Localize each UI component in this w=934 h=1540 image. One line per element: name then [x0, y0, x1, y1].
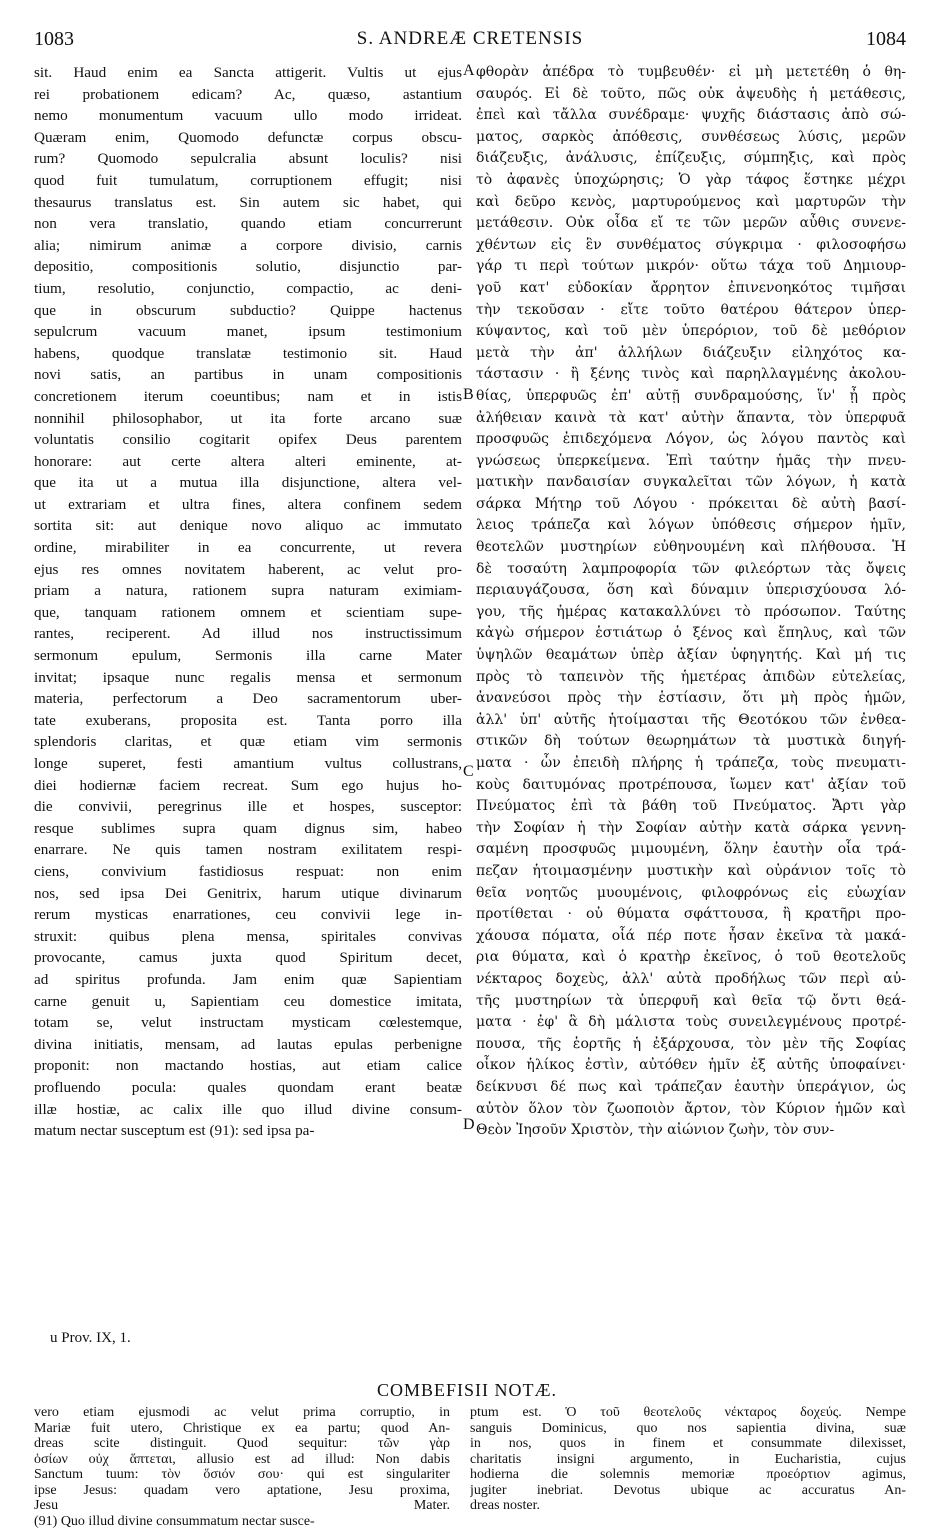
latin-text-line: enarrare. Ne quis tamen nostram exilitatem respi-: [34, 841, 462, 859]
greek-text-line: τῆς μυστηρίων τὰ ὑπερφυῆ καὶ θεῖα τῷ ὄντι θεά-: [476, 992, 906, 1009]
greek-text-line: περιαυγάζουσα, ὅση καὶ δύναμιν ὑπερισχύουσα λό-: [476, 582, 906, 599]
greek-text-line: ἐπεὶ καὶ τἄλλα συνέδραμε· ψυχῆς διάστασις ἀπὸ σώ-: [476, 107, 906, 124]
latin-text-line: tium, resolutio, conjunctio, compactio, ac deni-: [34, 279, 462, 297]
latin-text-line: thesaurus translatus est. Sin autem sic habet, qui: [34, 193, 462, 211]
latin-text-line: resque sublimes supra quam dignus sim, habeo: [34, 819, 462, 837]
greek-text-line: τὴν Σοφίαν ἡ τὴν Σοφίαν αὐτὴν κατὰ σάρκα γεννη-: [476, 819, 906, 836]
greek-text-line: Πνεύματος ἐπὶ τὰ βάθη τοῦ Πνεύματος. Ἄρτι γὰρ: [476, 798, 906, 815]
greek-text-line: διάζευξις, ἀνάλυσις, ἐπίζευξις, σύμπηξις, καὶ πρὸς: [476, 150, 906, 167]
latin-text-line: diei hodiernæ faciem recreat. Sum ego hujus ho-: [34, 776, 462, 794]
greek-text-line: αὐτὸν ὅλον τὸν ζωοποιὸν ἄρτον, τὸν Κύριον ἡμῶν καὶ: [476, 1100, 906, 1117]
latin-text-line: struxit: quibus plena mensa, spiritales convivas: [34, 927, 462, 945]
note-text-line: dreas scite distinguit. Quod sequitur: τῶν γὰρ: [34, 1436, 450, 1451]
note-text-line: sanguis Dominicus, quo nos sapientia divina, suæ: [470, 1420, 906, 1436]
greek-text-line: ρια θύματα, καὶ ὁ κρατὴρ ἐκεῖνος, ὁ τοῦ θεοτελοῦς: [476, 949, 906, 966]
latin-text-line: splendoris claritas, et quæ etiam vim sermonis: [34, 733, 462, 751]
section-marker-c: C: [463, 763, 474, 780]
latin-text-line: sermonum epulum, Sermonis illa carne Mater: [34, 647, 462, 665]
greek-text-line: θίας, ὑπερφυῶς ἐπ' αὐτῇ συνδραμούσης, ἵν' ᾖ πρὸς: [476, 387, 906, 404]
latin-text-line: rum? Quomodo sepulcralia absunt loculis? nisi: [34, 150, 462, 168]
notes-left-column: [34, 1405, 450, 1529]
greek-text-line: ματα · ἐφ' ἃ δὴ μάλιστα τοὺς συνειλεγμένους προτρέ-: [476, 1014, 906, 1031]
greek-text-line: δὲ τοσαύτη λαμπροφορία τῶν φιλεόρτων τὰς ὄψεις: [476, 560, 906, 577]
greek-text-line: καὶ δεῦρο κενὸς, μαρτυρούμενος καὶ μαρτυρῶν τὴν: [476, 193, 906, 210]
note-text-line: jugiter inebriat. Devotus ubique ac accuratus An-: [470, 1482, 906, 1498]
latin-text-line: sortita sit: aut denique novo aliquo ac immutato: [34, 517, 462, 535]
note-text-line: (91) Quo illud divine consummatum nectar susce-: [34, 1513, 315, 1529]
greek-text-line: οἶκον ἡλίκος ἐστὶν, αὐτόθεν ἡμῖν ἐξ αὐτῆς ὑποφαίνει·: [476, 1057, 906, 1074]
greek-text-line: χθέντων εἰς ἓν συνθέματος σύγκριμα · φιλοσοφήσω: [476, 236, 906, 253]
latin-text-line: nos, sed ipsa Dei Genitrix, harum utique divinarum: [34, 884, 462, 902]
latin-text-line: quod fuit tumulatum, corruptionem effugit; nisi: [34, 171, 462, 189]
latin-text-line: alia; nimirum animæ a corpore divisio, carnis: [34, 236, 462, 254]
latin-text-line: novi satis, an partibus in unam compositionis: [34, 366, 462, 384]
latin-text-line: Quæram enim, Quomodo defunctæ corpus obscu-: [34, 128, 462, 146]
greek-text-line: σαμένη προσφυῶς μιμουμένη, ὅλην ἑαυτὴν οἷα τρά-: [476, 841, 906, 858]
greek-text-line: ματα · ὧν ἐπειδὴ πλήρης ἡ τράπεζα, τοὺς πνευματι-: [476, 755, 906, 771]
latin-text-line: depositio, compositionis solutio, disjunctio par-: [34, 258, 462, 276]
greek-text-line: τάστασιν · ἢ ξένης τινὸς καὶ παρηλλαγμένης ἀκολου-: [476, 366, 906, 383]
latin-text-line: nemo monumentum vacuum ullo modo irrideat.: [34, 107, 462, 125]
greek-text-line: θεῖα νοητῶς μυουμένοις, φιλοφρόνως εἰς εὐωχίαν: [476, 884, 906, 901]
greek-text-line: γάρ τι περὶ τούτων μικρόν· οὕτω τάχα τοῦ Δημιουρ-: [476, 258, 906, 275]
latin-text-line: sit. Haud enim ea Sancta attigerit. Vultis ut ejus: [34, 64, 462, 81]
latin-text-line: ciens, convivium fastidiosus respuat: non enim: [34, 862, 462, 880]
greek-text-line: τὸ ἀφανὲς ὑποχώρησις; Ὁ γὰρ τάφος ἕστηκε μέχρι: [476, 171, 906, 188]
latin-text-line: ordine, mirabiliter in ea concurrente, ut revera: [34, 539, 462, 557]
latin-text-line: voluntatis consilio cogitarit opifex Deus parentem: [34, 431, 462, 449]
latin-text-line: proponit: non mactando hostias, aut etiam calice: [34, 1057, 462, 1075]
greek-text-line: κἀγὼ σήμερον ἑστιάτωρ ὁ ξένος καὶ ἔπηλυς, καὶ τῶν: [476, 625, 906, 642]
greek-text-line: δείκνυσι δέ πως καὶ τράπεζαν ἑαυτὴν ὑπεράγιον, ὡς: [476, 1078, 906, 1095]
note-text-line: Sanctum tuum: τὸν ὅσιόν σου· qui est singulariter: [34, 1467, 450, 1482]
latin-column: [34, 62, 462, 1142]
latin-text-line: divina initiatis, mensam, ad lautas epulas perbenigne: [34, 1035, 462, 1053]
greek-text-line: ἀλήθειαν καινὰ τὰ κατ' αὐτὴν ἅπαντα, τὸν ὑπερφυᾶ: [476, 409, 906, 426]
greek-text-line: ματος, σαρκὸς ἀπόθεσις, συνθέσεως λύσις, μερῶν: [476, 128, 906, 145]
note-text-line: vero etiam ejusmodi ac velut prima corruptio, in: [34, 1405, 450, 1420]
latin-text-line: matum nectar susceptum est (91): sed ipsa pa-: [34, 1122, 315, 1140]
note-text-line: ὁσίων οὐχ ἅπτεται, allusio est ad illud: Non dabis: [34, 1451, 450, 1467]
greek-text-line: σάρκα Μήτηρ τοῦ Λόγου · πρόκειται δὲ αὐτὴ βασί-: [476, 495, 906, 512]
note-text-line: in nos, quos in finem et consummate dilexisset,: [470, 1436, 906, 1451]
note-text-line: ipse Jesus: quadam vero aptatione, Jesu proxima,: [34, 1482, 450, 1498]
greek-text-line: τὴν τεκοῦσαν · εἴτε τοῦτο θατέρου θάτερον ὑπερ-: [476, 301, 906, 318]
greek-text-line: Θεὸν Ἰησοῦν Χριστὸν, τὴν αἰώνιον ζωὴν, τὸν συν-: [476, 1122, 835, 1139]
latin-text-line: sepulcrum vacuum manet, ipsum testimonium: [34, 323, 462, 341]
greek-text-line: προσφυῶς ἐπιδεχόμενα Λόγον, ὡς λόγου παντὸς καὶ: [476, 431, 906, 448]
running-title: S. ANDREÆ CRETENSIS: [356, 28, 584, 49]
latin-text-line: priam a natura, rationem supra naturam eximiam-: [34, 582, 462, 600]
greek-text-line: πουσα, τῆς ἑορτῆς ἡ ἐξάρχουσα, τὸν μὲν τῆς Σοφίας: [476, 1035, 906, 1052]
latin-text-line: tate exuberans, proposita est. Tanta porro illa: [34, 711, 462, 729]
latin-text-line: que, tanquam rationem omnem et scientiam supe-: [34, 603, 462, 621]
latin-text-line: concretionem iterum coeuntibus; nam et in istis: [34, 387, 462, 405]
latin-text-line: longe superet, festi amantium vultus collustrans,: [34, 755, 462, 772]
latin-text-line: habens, quodque translatæ testimonio sit. Haud: [34, 344, 462, 362]
greek-text-line: γνώσεως ὑπερκείμενα. Ἐπὶ ταύτην ἡμᾶς τὴν πνευ-: [476, 452, 906, 469]
greek-text-line: μετὰ τὴν ἀπ' ἀλλήλων διάζευξιν εἰληχότος κα-: [476, 344, 906, 361]
section-marker-a: A: [463, 62, 475, 79]
greek-text-line: ἀνανεύσοι πρὸς τὴν ἑστίασιν, ὅτι μὴ πρὸς ἡμῶν,: [476, 690, 906, 707]
latin-text-line: non vera translatio, quando etiam concurrerunt: [34, 215, 462, 233]
greek-text-line: γου, τῆς ἡμέρας κατακαλλύνει τὸ πρόσωπον. Ταύτης: [476, 603, 906, 620]
latin-text-line: ut extrariam et ultra fines, altera confinem sedem: [34, 495, 462, 513]
latin-text-line: profluendo pocula: quales quondam erant beatæ: [34, 1078, 462, 1096]
latin-text-line: honorare: aut certe altera alteri eminente, at-: [34, 452, 462, 470]
latin-text-line: totam se, velut instructam mysticam cœlestemque,: [34, 1014, 462, 1032]
latin-text-line: ejus res omnes novitatem haberent, ac velut pro-: [34, 560, 462, 578]
greek-text-line: λειος τράπεζα καὶ λόγων ὑπόθεσις σήμερον ἡμῖν,: [476, 517, 906, 534]
latin-text-line: rei probationem edicam? Ac, quæso, astantium: [34, 85, 462, 103]
greek-text-line: πρὸς τὸ ταπεινὸν τῆς ἡμετέρας ἀπιδὼν εὐτελείας,: [476, 668, 906, 685]
greek-text-line: φθορὰν ἀπέδρα τὸ τυμβευθέν· εἰ μὴ μετετέθη ὁ θη-: [476, 64, 906, 80]
greek-text-line: μετάθεσιν. Οὐκ οἶδα εἴ τε τῶν μερῶν αὖθις συνενε-: [476, 215, 906, 232]
latin-text-line: invitat; ipsaque nunc regalis mensa et sermonum: [34, 668, 462, 686]
page-number-right: 1084: [866, 28, 906, 50]
greek-text-line: σαυρός. Εἰ δὲ τοῦτο, πῶς οὐκ ἀψευδὴς ἡ μετάθεσις,: [476, 85, 906, 102]
note-text-line: hodierna die solemnis memoriæ προεόρτιον agimus,: [470, 1467, 906, 1482]
note-text-line: charitatis insigni argumento, in Eucharistia, cujus: [470, 1451, 906, 1467]
latin-text-line: carne genuit u, Sapientiam ceu domestice imitata,: [34, 992, 462, 1010]
note-text-line: Jesu Mater.: [34, 1498, 450, 1513]
greek-text-line: ὑψηλῶν θεαμάτων ὑπὲρ ἀξίαν ὑφηγητής. Καὶ μή τις: [476, 647, 906, 664]
section-marker-b: B: [463, 386, 474, 403]
greek-text-line: ἀλλ' ὑπ' αὐτῆς ἡτοίμασται τῆς Θεοτόκου τῶν ἐνθεα-: [476, 711, 906, 728]
notes-title: COMBEFISII NOTÆ.: [376, 1380, 557, 1400]
notes-right-column: [470, 1405, 906, 1514]
greek-text-line: κύψαντος, καὶ τοῦ μὲν ὑπερόριον, τοῦ δὲ μεθόριον: [476, 323, 906, 340]
note-text-line: Mariæ fuit utero, Christique ex ea partu; quod An-: [34, 1420, 450, 1436]
greek-text-line: κοὺς δαιτυμόνας προτρέπουσα, ἴωμεν κατ' ἀξίαν τοῦ: [476, 776, 906, 793]
latin-text-line: rantes, reciperent. Ad illud nos instructissimum: [34, 625, 462, 643]
latin-text-line: materia, perfectorum a Deo sacramentorum uber-: [34, 690, 462, 708]
greek-text-line: θεοτελῶν μυστηρίων εὐθηνουμένη καὶ πλήθουσα. Ἡ: [476, 539, 906, 556]
greek-text-line: στικῶν δὴ τούτων θεωρημάτων τὰ μυστικὰ διηγή-: [476, 733, 906, 750]
latin-text-line: que ita ut a mutua illa disjunctione, altera vel-: [34, 474, 462, 492]
greek-text-line: νέκταρος δοχεὺς, ἀλλ' αὐτὰ προδήλως τῶν περὶ αὐ-: [476, 970, 906, 987]
greek-text-line: προτίθεται · οὐ θύματα σφάττουσα, ἢ κρατῆρι προ-: [476, 906, 906, 923]
greek-column: [476, 62, 906, 1142]
greek-text-line: πεζαν ἡτοιμασμένην μυστικὴν καὶ οὐράνιον τοῖς τὸ: [476, 862, 906, 879]
page-number-left: 1083: [34, 28, 74, 50]
latin-text-line: die convivii, peregrinus ille et hospes, susceptor:: [34, 798, 462, 816]
greek-text-line: γοῦ κατ' εὐδοκίαν ἄρρητον ἐπινενοηκότος τιμῆσαι: [476, 279, 906, 296]
section-marker-d: D: [463, 1116, 475, 1133]
greek-text-line: ματικὴν πανδαισίαν συγκαλεῖται τῶν λόγων, ἡ κατὰ: [476, 474, 906, 491]
page-header: [34, 28, 906, 58]
latin-text-line: rerum mysticas enarrationes, ceu convivii lege in-: [34, 906, 462, 924]
latin-text-line: ad spiritus profunda. Jam enim quæ Sapientiam: [34, 970, 462, 988]
latin-text-line: nonnihil philosophabor, ut ita forte arcano suæ: [34, 409, 462, 427]
note-text-line: dreas noster.: [470, 1498, 540, 1513]
latin-text-line: illæ hostiæ, ac calix ille quo illud divine consum-: [34, 1100, 462, 1118]
footnote: u Prov. IX, 1.: [50, 1330, 131, 1346]
latin-text-line: provocante, camus juxta quod Spiritum decet,: [34, 949, 462, 967]
greek-text-line: χάουσα πόματα, οἷά πέρ ποτε ἦσαν ἐκεῖνα τὰ μακά-: [476, 927, 906, 944]
latin-text-line: que in obscurum subductio? Quippe hactenus: [34, 301, 462, 319]
note-text-line: ptum est. Ὁ τοῦ θεοτελοῦς νέκταρος δοχεύς. Nempe: [470, 1405, 906, 1420]
